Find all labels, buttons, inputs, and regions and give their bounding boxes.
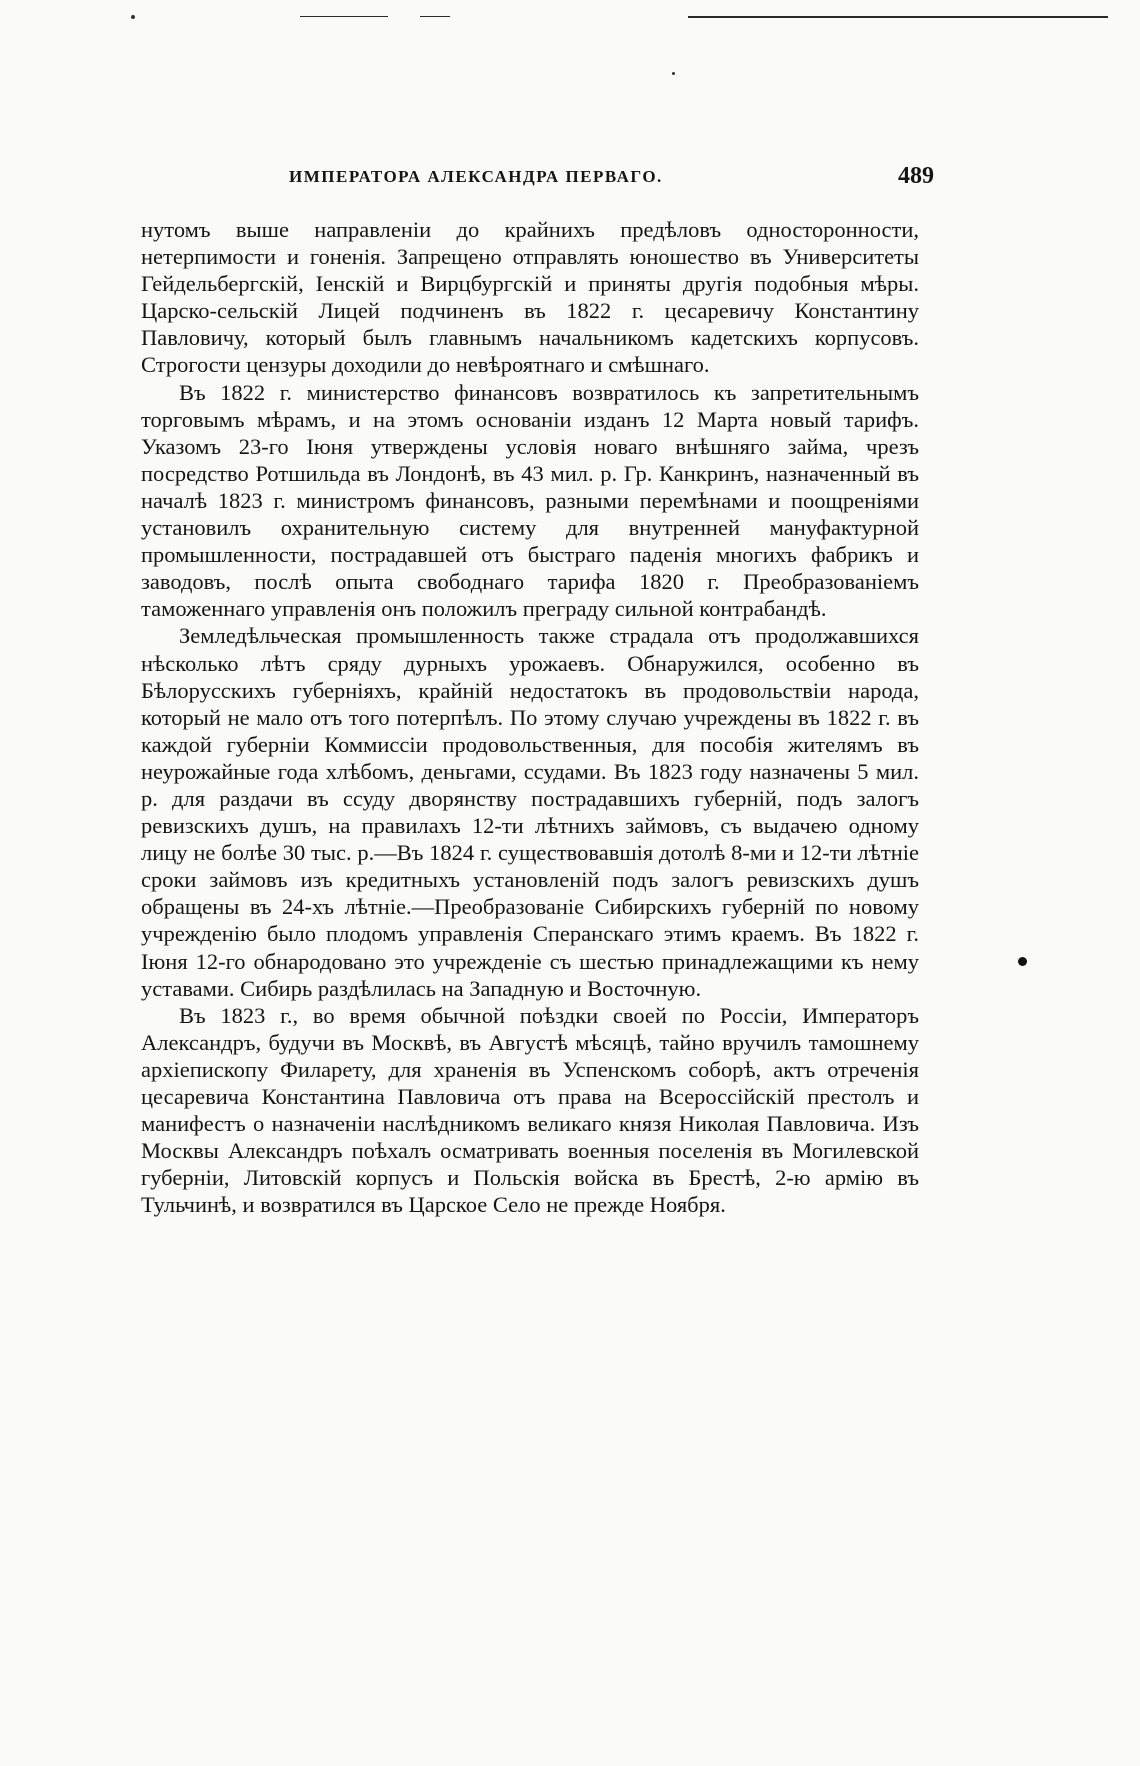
- page-body: [141, 216, 919, 1218]
- running-header: [289, 163, 934, 193]
- scan-speck: [672, 72, 675, 75]
- paragraph: Въ 1823 г., во время обычной поѣздки своей по Россіи, Императоръ Александръ, будучи въ Москвѣ, въ Августѣ мѣсяцѣ, тайно вручилъ тамошнему архіепископу Филарету, для храненія въ Успенскомъ соборѣ, актъ отреченія цесаревича Константина Павловича отъ права на Всероссійскій престолъ и манифестъ о назначеніи наслѣдникомъ великаго князя Николая Павловича. Изъ Москвы Александръ поѣхалъ осматривать военныя поселенія въ Могилевской губерніи, Литовскій корпусъ и Польскія войска въ Брестѣ, 2-ю армію въ Тульчинѣ, и возвратился въ Царское Село не прежде Ноября.: [141, 1002, 919, 1218]
- scan-top-rule: [420, 16, 450, 17]
- scan-top-rule: [688, 16, 1108, 18]
- paragraph: Въ 1822 г. министерство финансовъ возвратилось къ запретительнымъ торговымъ мѣрамъ, и на этомъ основаніи изданъ 12 Марта новый тарифъ. Указомъ 23-го Іюня утверждены условія новаго внѣшняго займа, чрезъ посредство Ротшильда въ Лондонѣ, въ 43 мил. р. Гр. Канкринъ, назначенный въ началѣ 1823 г. министромъ финансовъ, разными перемѣнами и поощреніями установилъ охранительную систему для внутренней мануфактурной промышленности, пострадавшей отъ быстраго паденія многихъ фабрикъ и заводовъ, послѣ опыта свободнаго тарифа 1820 г. Преобразованіемъ таможеннаго управленія онъ положилъ преграду сильной контрабандѣ.: [141, 379, 919, 622]
- scan-top-rule: [300, 16, 388, 17]
- running-title: ИМПЕРАТОРА АЛЕКСАНДРА ПЕРВАГО.: [289, 167, 663, 186]
- page-number: 489: [898, 163, 934, 189]
- paragraph: Земледѣльческая промышленность также страдала отъ продолжавшихся нѣсколько лѣтъ сряду дурныхъ урожаевъ. Обнаружился, особенно въ Бѣлорусскихъ губерніяхъ, крайній недостатокъ въ продовольствіи народа, который не мало отъ того потерпѣлъ. По этому случаю учреждены въ 1822 г. въ каждой губерніи Коммиссіи продовольственныя, для пособія жителямъ въ неурожайные года хлѣбомъ, деньгами, ссудами. Въ 1823 году назначены 5 мил. р. для раздачи въ ссуду дворянству пострадавшихъ губерній, подъ залогъ ревизскихъ душъ, на правилахъ 12-ти лѣтнихъ займовъ, съ выдачею одному лицу не болѣе 30 тыс. р.—Въ 1824 г. существовавшія дотолѣ 8-ми и 12-ти лѣтніе сроки займовъ изъ кредитныхъ установленій подъ залогъ ревизскихъ душъ обращены въ 24-хъ лѣтніе.—Преобразованіе Сибирскихъ губерній по новому учрежденію было плодомъ управленія Сперанскаго этимъ краемъ. Въ 1822 г. Іюня 12-го обнародовано это учрежденіе съ шестью принадлежащими къ нему уставами. Сибирь раздѣлилась на Западную и Восточную.: [141, 623, 919, 1001]
- scan-speck: [131, 15, 135, 19]
- paragraph: нутомъ выше направленіи до крайнихъ предѣловъ односторонности, нетерпимости и гоненія. Запрещено отправлять юношество въ Университеты Гейдельбергскій, Іенскій и Вирцбургскій и приняты другія подобныя мѣры. Царско-сельскій Лицей подчиненъ въ 1822 г. цесаревичу Константину Павловичу, который былъ главнымъ начальникомъ кадетскихъ корпусовъ. Строгости цензуры доходили до невѣроятнаго и смѣшнаго.: [141, 217, 919, 378]
- scan-ink-dot: [1018, 957, 1027, 966]
